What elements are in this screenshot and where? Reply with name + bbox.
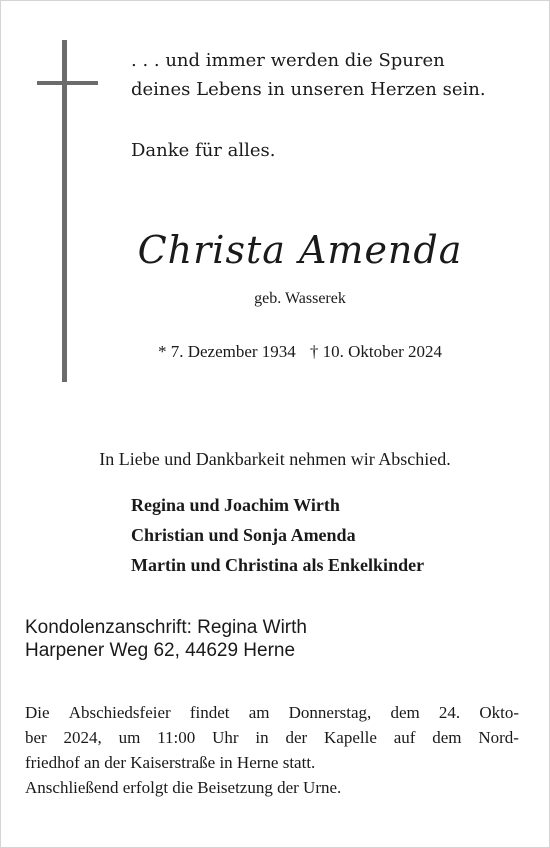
service-word: Okto- xyxy=(479,703,519,722)
service-word: Abschiedsfeier xyxy=(68,703,171,722)
service-word: Donnerstag, xyxy=(288,703,372,722)
cross-vertical-bar xyxy=(62,40,67,382)
condolence-line: Kondolenzanschrift: Regina Wirth xyxy=(25,617,307,638)
service-word: auf xyxy=(393,728,416,747)
service-word: um xyxy=(118,728,141,747)
service-word: Kapelle xyxy=(324,728,377,747)
poem-verse xyxy=(131,46,531,104)
service-word: in xyxy=(255,728,269,747)
maiden-name: geb. Wasserek xyxy=(254,290,346,307)
service-word: dem xyxy=(432,728,462,747)
mourner-line: Christian und Sonja Amenda xyxy=(131,525,356,545)
poem-line: . . . und immer werden die Spuren xyxy=(131,50,445,71)
life-dates xyxy=(60,342,540,362)
deceased-name: Christa Amenda xyxy=(137,228,463,272)
service-word: am xyxy=(248,703,270,722)
service-word: ber xyxy=(25,728,47,747)
mourner-line: Martin und Christina als Enkelkinder xyxy=(131,555,425,575)
service-line xyxy=(25,700,519,725)
service-details xyxy=(25,700,519,800)
mourner-line: Regina und Joachim Wirth xyxy=(131,495,340,515)
service-word: Nord- xyxy=(478,728,519,747)
service-word: der xyxy=(285,728,308,747)
service-word: Uhr xyxy=(212,728,239,747)
service-line xyxy=(25,725,519,750)
service-word: Die xyxy=(25,703,50,722)
service-word: 11:00 xyxy=(157,728,196,747)
death-date: † 10. Oktober 2024 xyxy=(309,342,443,361)
poem-line: deines Lebens in unseren Herzen sein. xyxy=(131,79,486,100)
service-word: findet xyxy=(189,703,230,722)
service-word: 2024, xyxy=(63,728,102,747)
service-line: Anschließend erfolgt die Beisetzung der Urne. xyxy=(25,778,342,797)
thanks-text: Danke für alles. xyxy=(131,140,276,161)
mourners-list xyxy=(131,490,424,580)
farewell-text: In Liebe und Dankbarkeit nehmen wir Abschied. xyxy=(99,449,451,469)
service-word: 24. xyxy=(438,703,461,722)
service-line: friedhof an der Kaiserstraße in Herne statt. xyxy=(25,753,316,772)
condolence-address xyxy=(25,616,307,662)
condolence-line: Harpener Weg 62, 44629 Herne xyxy=(25,640,296,661)
service-word: dem xyxy=(390,703,420,722)
cross-horizontal-bar xyxy=(37,81,98,85)
birth-date: * 7. Dezember 1934 xyxy=(157,342,296,361)
